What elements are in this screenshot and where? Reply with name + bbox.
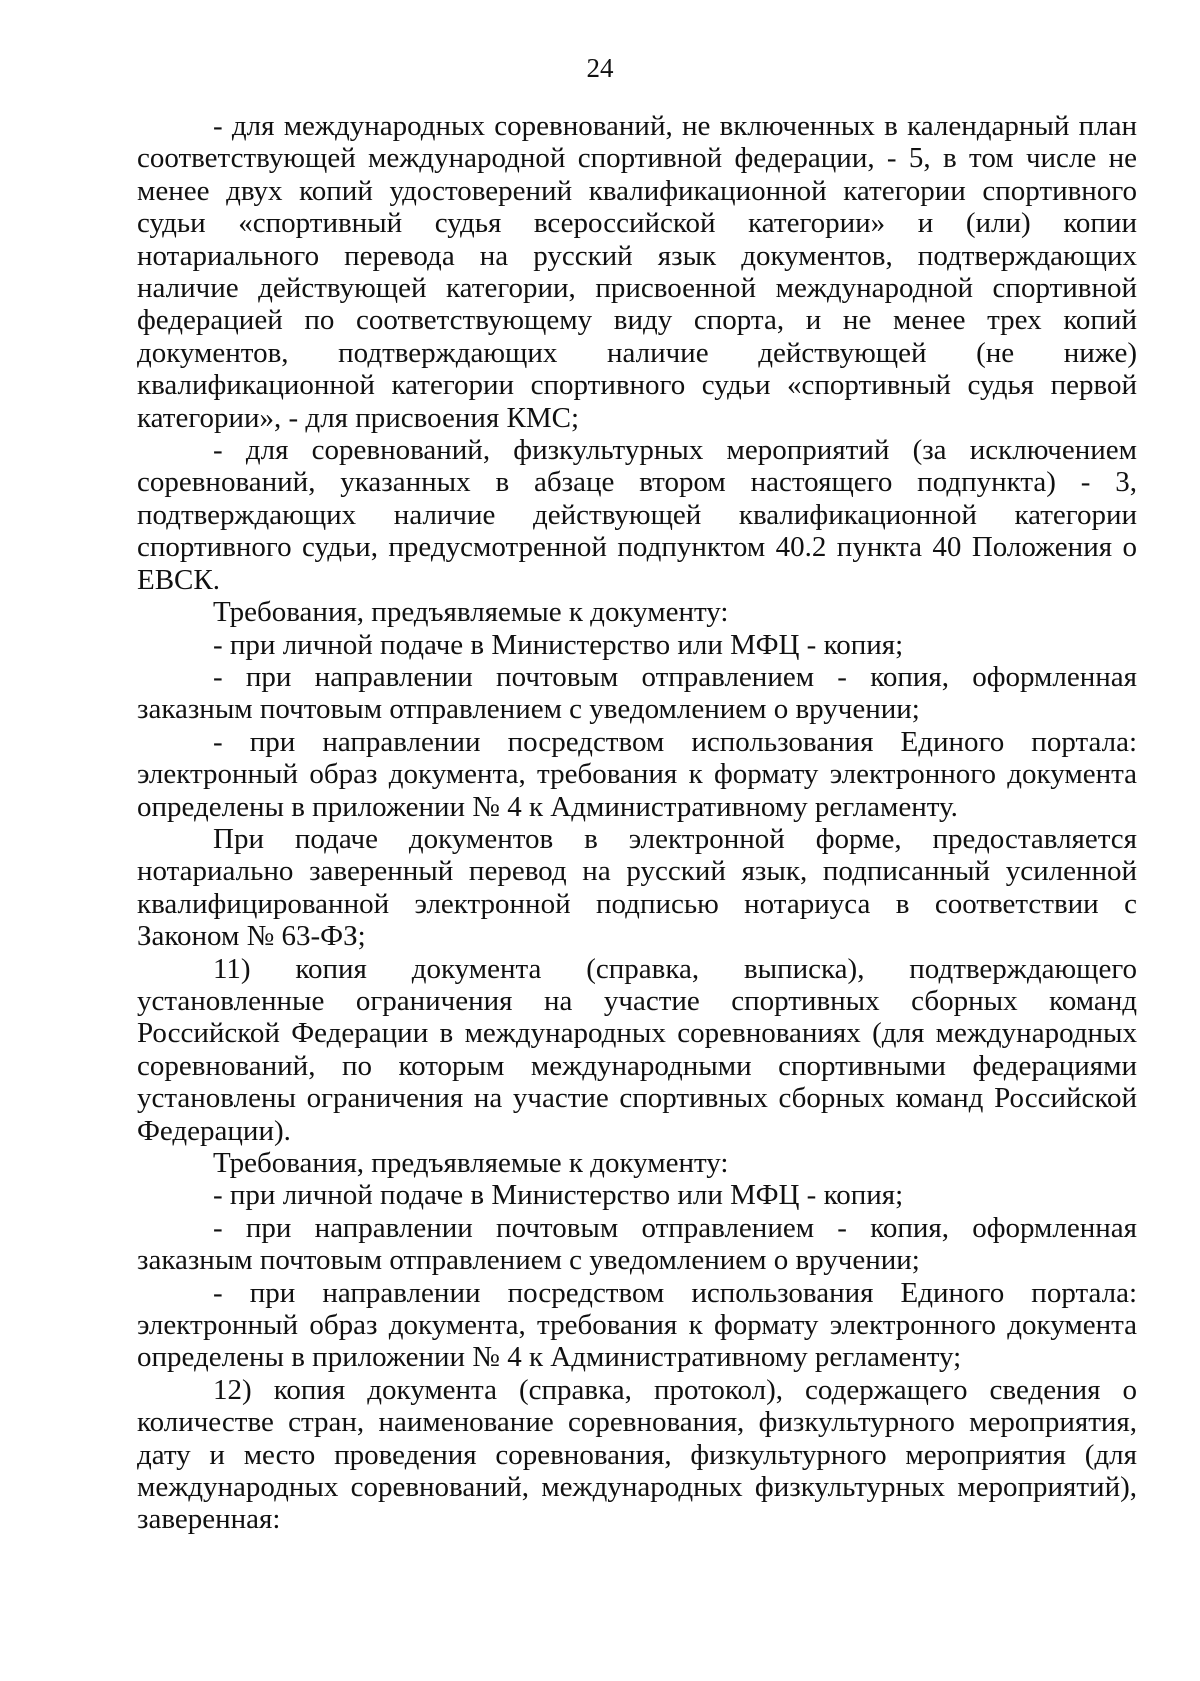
paragraph: - при направлении почтовым отправлением - копия, оформленная заказным почтовым отправлением с уведомлением о вручении; [137, 1211, 1137, 1277]
paragraph: - для международных соревнований, не включенных в календарный план соответствующей международной спортивной федерации, - 5, в том числе не менее двух копий удостоверений квалификационной категории спортивного судьи «спортивный судья всероссийской категории» и (или) копии нотариального перевода на русский язык документов, подтверждающих наличие действующей категории, присвоенной международной спортивной федерацией по соответствующему виду спорта, и не менее трех копий документов, подтверждающих наличие действующей (не ниже) квалификационной категории спортивного судьи «спортивный судья первой категории», - для присвоения КМС; [137, 110, 1137, 434]
document-body [137, 110, 1137, 1536]
paragraph: Требования, предъявляемые к документу: [213, 596, 729, 629]
page-number: 24 [586, 53, 614, 83]
paragraph: - при направлении посредством использования Единого портала: электронный образ документа, требования к формату электронного документа определены в приложении № 4 к Административному регламенту. [137, 725, 1137, 823]
paragraph: - при направлении посредством использования Единого портала: электронный образ документа, требования к формату электронного документа определены в приложении № 4 к Административному регламенту; [137, 1276, 1137, 1374]
paragraph: Требования, предъявляемые к документу: [213, 1147, 729, 1179]
paragraph: 11) копия документа (справка, выписка), подтверждающего установленные ограничения на участие спортивных сборных команд Российской Федерации в международных соревнованиях (для международных соревнований, по которым международными спортивными федерациями установлены ограничения на участие спортивных сборных команд Российской Федерации). [137, 952, 1137, 1147]
paragraph: - при направлении почтовым отправлением - копия, оформленная заказным почтовым отправлением с уведомлением о вручении; [137, 660, 1137, 726]
paragraph: При подаче документов в электронной форме, предоставляется нотариально заверенный перевод на русский язык, подписанный усиленной квалифицированной электронной подписью нотариуса в соответствии с Законом № 63-ФЗ; [137, 822, 1137, 953]
paragraph: - при личной подаче в Министерство или МФЦ - копия; [213, 1179, 904, 1212]
paragraph: 12) копия документа (справка, протокол), содержащего сведения о количестве стран, наименование соревнования, физкультурного мероприятия, дату и место проведения соревнования, физкультурного мероприятия (для международных соревнований, международных физкультурных мероприятий), заверенная: [137, 1373, 1137, 1536]
paragraph: - для соревнований, физкультурных мероприятий (за исключением соревнований, указанных в абзаце втором настоящего подпункта) - 3, подтверждающих наличие действующей квалификационной категории спортивного судьи, предусмотренной подпунктом 40.2 пункта 40 Положения о ЕВСК. [137, 434, 1137, 596]
paragraph: - при личной подаче в Министерство или МФЦ - копия; [213, 628, 904, 661]
